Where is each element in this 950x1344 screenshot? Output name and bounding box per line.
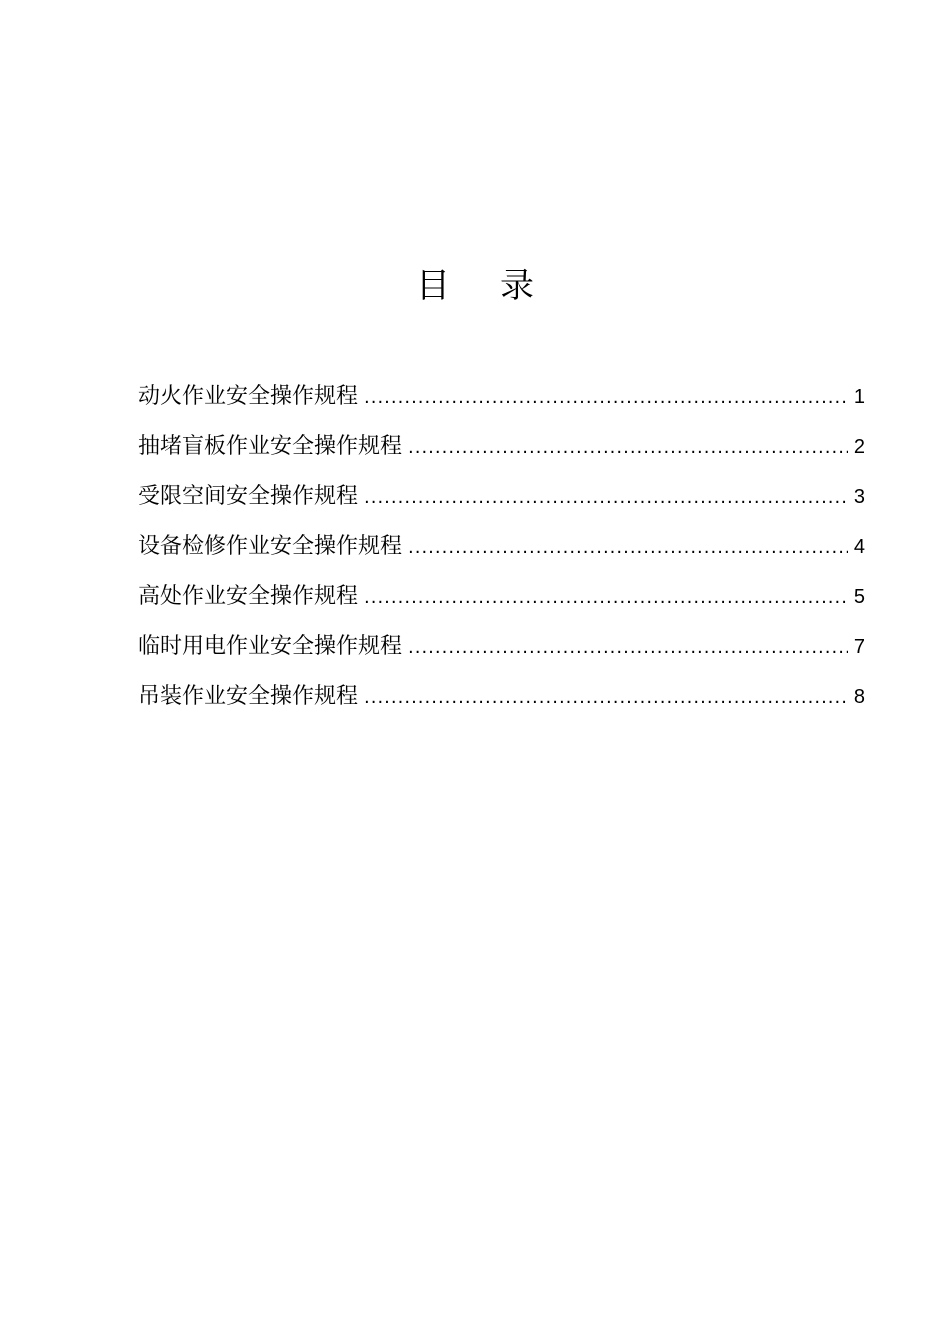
toc-entry[interactable] [138,422,865,472]
toc-entry-label: 动火作业安全操作规程 [138,384,359,409]
title-char-1: 目 [416,266,450,306]
page-title [0,262,950,310]
toc-entry[interactable] [138,572,865,622]
toc-leader-dots [364,473,848,523]
table-of-contents [138,372,865,722]
toc-entry-label: 吊装作业安全操作规程 [138,684,359,709]
toc-entry[interactable] [138,372,865,422]
toc-leader-dots [408,623,848,673]
toc-entry-page: 4 [853,536,865,558]
toc-entry-label: 高处作业安全操作规程 [138,584,359,609]
toc-entry-page: 8 [853,686,865,708]
toc-entry[interactable] [138,622,865,672]
title-char-2: 录 [500,266,534,306]
toc-entry-page: 2 [853,436,865,458]
toc-entry-page: 7 [853,636,865,658]
toc-leader-dots [364,573,848,623]
toc-entry-page: 3 [853,486,865,508]
toc-entry-label: 临时用电作业安全操作规程 [138,634,403,659]
toc-entry-label: 受限空间安全操作规程 [138,484,359,509]
toc-entry-label: 设备检修作业安全操作规程 [138,534,403,559]
toc-leader-dots [364,373,848,423]
toc-entry[interactable] [138,672,865,722]
toc-leader-dots [364,673,848,723]
toc-entry[interactable] [138,522,865,572]
toc-entry-page: 1 [853,386,865,408]
toc-leader-dots [408,523,848,573]
toc-entry[interactable] [138,472,865,522]
toc-leader-dots [408,423,848,473]
toc-entry-page: 5 [853,586,865,608]
toc-entry-label: 抽堵盲板作业安全操作规程 [138,434,403,459]
